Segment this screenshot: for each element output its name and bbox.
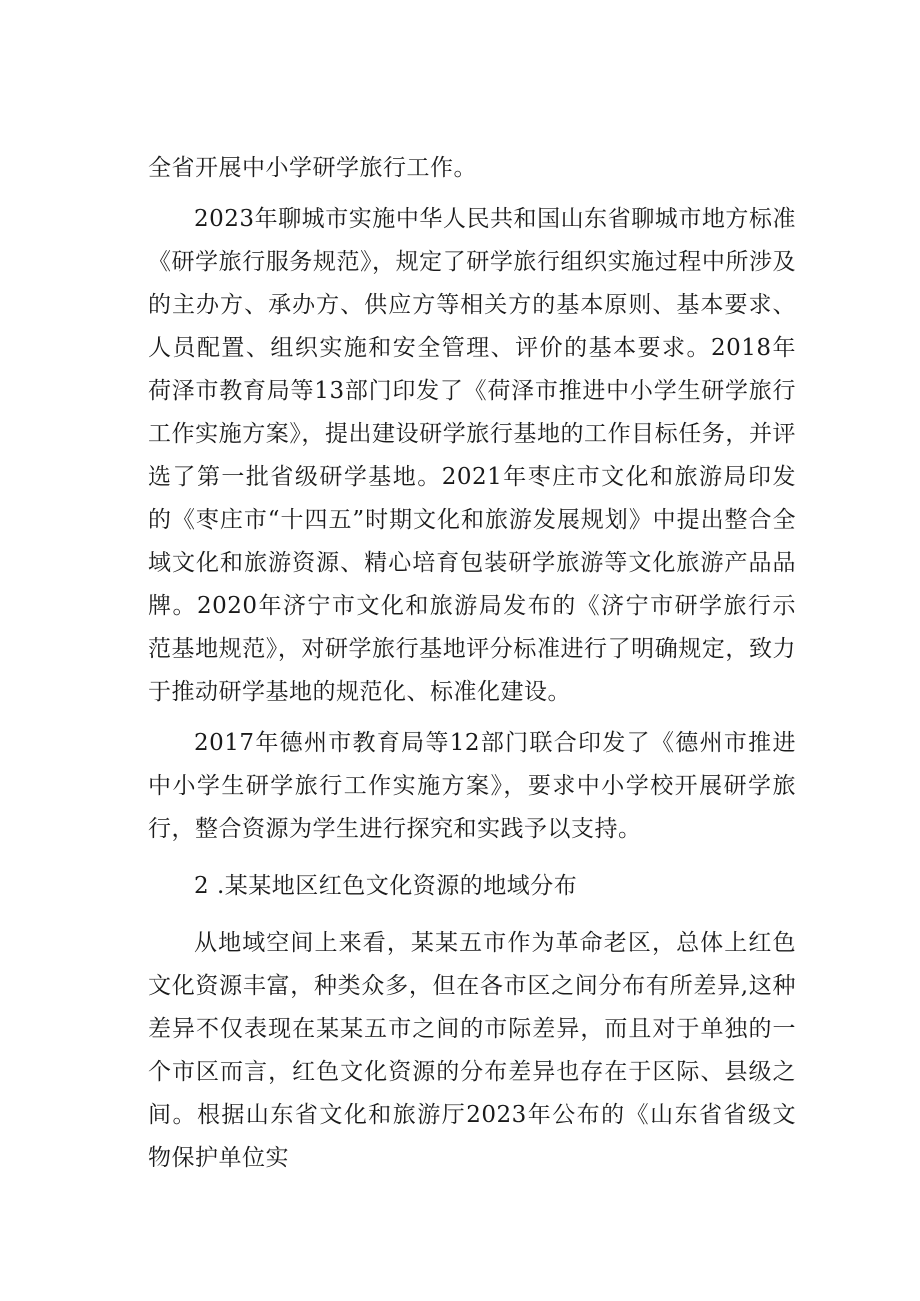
paragraph-liaocheng-heze: 2023年聊城市实施中华人民共和国山东省聊城市地方标准《研学旅行服务规范》，规定了研学旅行组织实施过程中所涉及的主办方、承办方、供应方等相关方的基本原则、基本要求、人员配置、组织实施和安全管理、评价的基本要求。2018年荷泽市教育局等13部门印发了《荷泽市推进中小学生研学旅行工作实施方案》，提出建设研学旅行基地的工作目标任务，并评选了第一批省级研学基地。2021年枣庄市文化和旅游局印发的《枣庄市“十四五”时期文化和旅游发展规划》中提出整合全域文化和旅游资源、精心培育包装研学旅游等文化旅游产品品牌。2020年济宁市文化和旅游局发布的《济宁市研学旅行示范基地规范》，对研学旅行基地评分标准进行了明确规定，致力于推动研学基地的规范化、标准化建设。 (148, 206, 796, 705)
paragraph-continuation: 全省开展中小学研学旅行工作。 (148, 155, 477, 181)
document-page (148, 147, 796, 1180)
section-heading: 2 .某某地区红色文化资源的地域分布 (194, 873, 578, 899)
paragraph-regional-distribution: 从地域空间上来看，某某五市作为革命老区，总体上红色文化资源丰富，种类众多，但在各市区之间分布有所差异,这种差异不仅表现在某某五市之间的市际差异，而且对于单独的一个市区而言，红色文化资源的分布差异也存在于区际、县级之间。根据山东省文化和旅游厅2023年公布的《山东省省级文物保护单位实 (148, 930, 796, 1171)
paragraph-dezhou: 2017年德州市教育局等12部门联合印发了《德州市推进中小学生研学旅行工作实施方案》，要求中小学校开展研学旅行，整合资源为学生进行探究和实践予以支持。 (148, 730, 796, 842)
